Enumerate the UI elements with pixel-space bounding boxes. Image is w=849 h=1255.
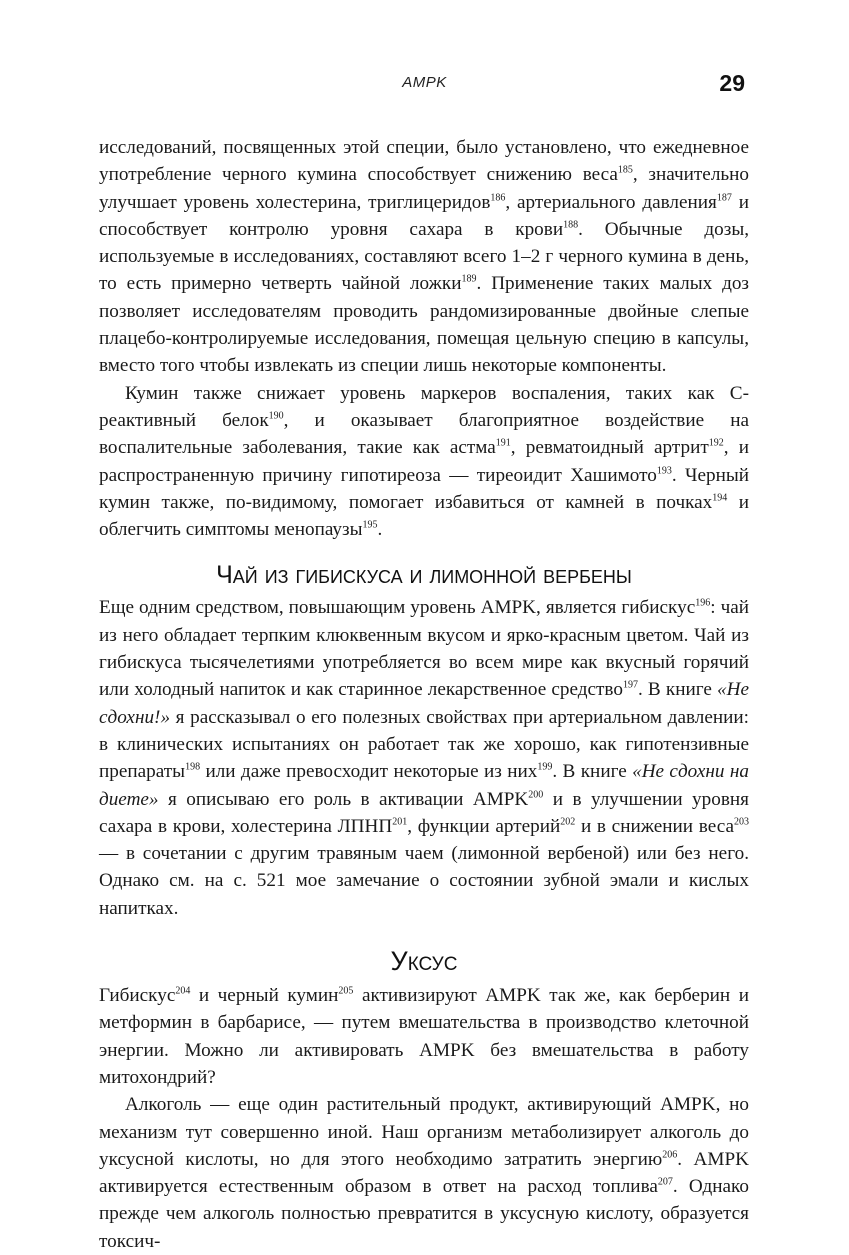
text-run: — в сочетании с другим травяным чаем (лимонной вербеной) или без него. Однако см. на с. 521 мое замечание о состоянии зубной эмали и кислых напитках. <box>99 843 749 919</box>
text-run: , и оказывает благоприятное воздействие на воспалительные заболевания, такие как астма <box>99 409 749 459</box>
text-run: Гибискус <box>99 985 176 1007</box>
footnote-ref: 199 <box>537 761 553 773</box>
footnote-ref: 204 <box>175 985 191 997</box>
footnote-ref: 187 <box>716 192 732 204</box>
text-run: . Обычные дозы, используемые в исследованиях, составляют всего 1–2 г черного кумина в день, то есть примерно четверть чайной ложки <box>99 218 750 295</box>
text-run: исследований, посвященных этой специи, было установлено, что ежедневное употребление черного кумина способствует снижению веса <box>99 137 749 186</box>
footnote-ref: 202 <box>560 816 576 828</box>
text-run: , артериального давления <box>505 191 717 213</box>
text-run: я описываю его роль в активации AMPK <box>158 788 529 810</box>
footnote-ref: 197 <box>622 679 638 691</box>
footnote-ref: 189 <box>461 274 477 286</box>
text-run: . В книге <box>637 679 718 701</box>
text-run: Еще одним средством, повышающим уровень AMPK, является гибискус <box>99 597 696 619</box>
text-run: Кумин также снижает уровень маркеров воспаления, таких как С-реактивный белок <box>99 382 749 431</box>
text-run: и способствует контролю уровня сахара в крови <box>99 191 749 240</box>
text-run: , функции артерий <box>407 815 561 837</box>
footnote-ref: 188 <box>563 219 579 231</box>
text-run: и в улучшении уровня сахара в крови, холестерина ЛПНП <box>99 788 749 837</box>
text-run: и черный кумин <box>190 985 339 1007</box>
page-number: 29 <box>719 70 745 96</box>
footnote-ref: 196 <box>695 598 711 610</box>
footnote-ref: 186 <box>490 192 506 204</box>
text-run: . <box>377 519 383 541</box>
paragraph <box>99 1091 749 1255</box>
footnote-ref: 190 <box>268 410 284 422</box>
footnote-ref: 198 <box>185 761 201 773</box>
text-run: и в снижении веса <box>575 815 734 837</box>
section-heading-vinegar: Уксус <box>390 946 458 977</box>
book-title: «Не сдохни!» <box>99 679 749 728</box>
body-text <box>99 134 749 1255</box>
text-run: и облегчить симптомы менопаузы <box>99 491 749 541</box>
footnote-ref: 195 <box>362 519 378 531</box>
section-heading-hibiscus-tea: Чай из гибискуса и лимонной вербены <box>216 561 632 590</box>
paragraph <box>99 982 749 1091</box>
text-run: . Однако прежде чем алкоголь полностью превратится в уксусную кислоту, образуется токсич- <box>99 1176 749 1252</box>
footnote-ref: 205 <box>338 985 354 997</box>
text-run: Алкоголь — еще один растительный продукт, активирующий AMPK, но механизм тут совершенно иной. Наш организм метаболизирует алкоголь до уксусной кислоты, но для этого необходимо затратить энергию <box>99 1094 749 1170</box>
text-run: или даже превосходит некоторые из них <box>200 761 538 783</box>
footnote-ref: 207 <box>657 1176 673 1188</box>
text-run: , значительно улучшает уровень холестерина, триглицеридов <box>99 164 750 213</box>
footnote-ref: 194 <box>712 492 728 504</box>
running-title: AMPK <box>402 74 447 91</box>
book-title: «Не сдохни на диете» <box>99 761 749 810</box>
footnote-ref: 185 <box>617 164 633 176</box>
text-run: . Применение таких малых доз позволяет исследователям проводить рандомизированные двойные слепые плацебо-контролируемые исследования, помещая цельную специю в капсулы, вместо того чтобы извлекать из специи лишь некоторые компоненты. <box>99 273 749 377</box>
text-run: , ревматоидный артрит <box>510 437 709 459</box>
text-run: активизируют AMPK так же, как берберин и метформин в барбарисе, — путем вмешательства в производство клеточной энергии. Можно ли активировать AMPK без вмешательства в работу митохондрий? <box>99 985 749 1088</box>
text-run: : чай из него обладает терпким клюквенным вкусом и ярко-красным цветом. Чай из гибискуса тысячелетиями употребляется во всем мире как вкусный горячий или холодный напиток и как старинное лекарственное средство <box>99 597 749 701</box>
text-run: я рассказывал о его полезных свойствах при артериальном давлении: в клинических испытаниях он работает так же хорошо, как гипотензивные препараты <box>99 706 749 783</box>
text-run: . Черный кумин также, по-видимому, помогает избавиться от камней в почках <box>99 464 749 513</box>
text-run: . В книге <box>552 761 633 783</box>
footnote-ref: 203 <box>733 816 749 828</box>
footnote-ref: 193 <box>656 465 672 477</box>
footnote-ref: 201 <box>392 816 408 828</box>
footnote-ref: 200 <box>528 789 544 801</box>
paragraph <box>99 380 749 544</box>
footnote-ref: 192 <box>708 437 724 449</box>
paragraph <box>99 134 749 380</box>
text-run: . AMPK активируется естественным образом в ответ на расход топлива <box>99 1148 750 1198</box>
paragraph <box>99 594 749 922</box>
text-run: , и распространенную причину гипотиреоза — тиреоидит Хашимото <box>99 437 750 486</box>
footnote-ref: 206 <box>662 1149 678 1161</box>
footnote-ref: 191 <box>495 437 511 449</box>
